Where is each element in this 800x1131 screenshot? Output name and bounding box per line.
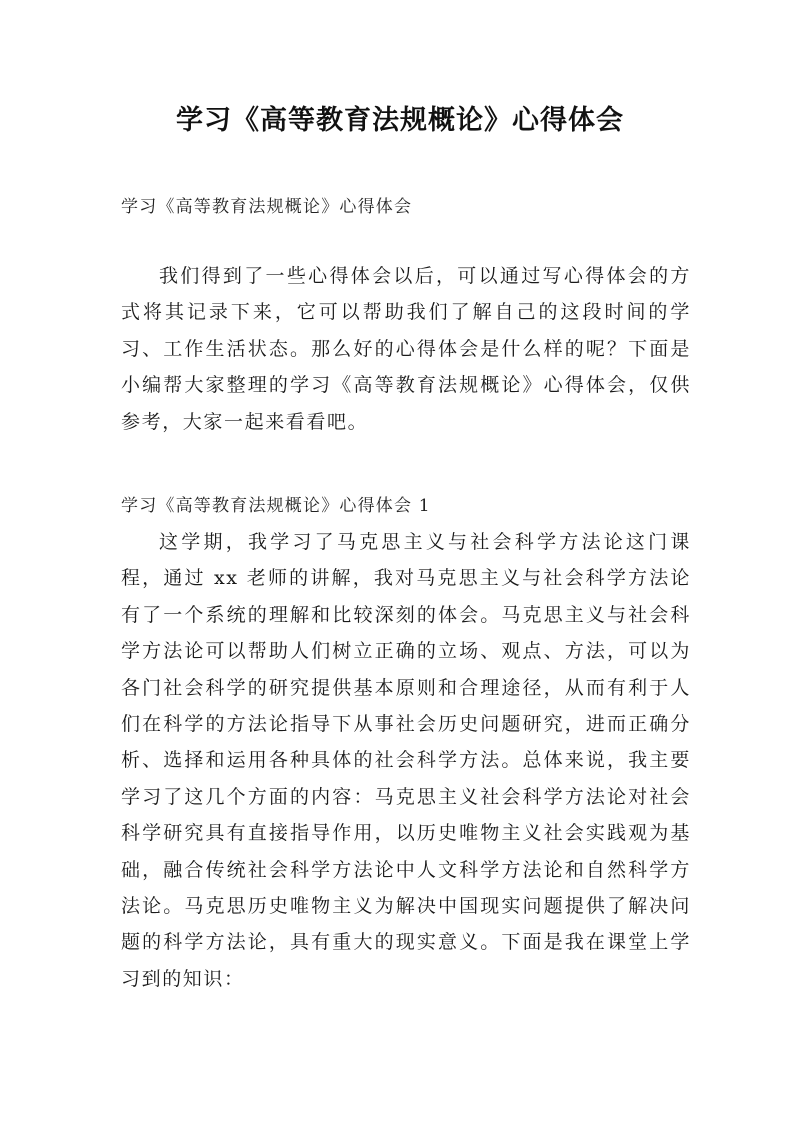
document-subtitle: 学习《高等教育法规概论》心得体会 <box>121 197 413 217</box>
body-paragraph: 这学期，我学习了马克思主义与社会科学方法论这门课程，通过 xx 老师的讲解，我对马克思主义与社会科学方法论有了一个系统的理解和比较深刻的体会。马克思主义与社会科学方法论可以帮助人们树立正确的立场、观点、方法，可以为各门社会科学的研究提供基本原则和合理途径，从而有利于人们在科学的方法论指导下从事社会历史问题研究，进而正确分析、选择和运用各种具体的社会科学方法。总体来说，我主要学习了这几个方面的内容：马克思主义社会科学方法论对社会科学研究具有直接指导作用，以历史唯物主义社会实践观为基础，融合传统社会科学方法论中人文科学方法论和自然科学方法论。马克思历史唯物主义为解决中国现实问题提供了解决问题的科学方法论，具有重大的现实意义。下面是我在课堂上学习到的知识： <box>121 531 691 990</box>
section-heading: 学习《高等教育法规概论》心得体会 1 <box>121 496 431 516</box>
document-title: 学习《高等教育法规概论》心得体会 <box>176 105 624 136</box>
intro-paragraph: 我们得到了一些心得体会以后，可以通过写心得体会的方式将其记录下来，它可以帮助我们了解自己的这段时间的学习、工作生活状态。那么好的心得体会是什么样的呢？下面是小编帮大家整理的学习《高等教育法规概论》心得体会，仅供参考，大家一起来看看吧。 <box>121 265 691 433</box>
